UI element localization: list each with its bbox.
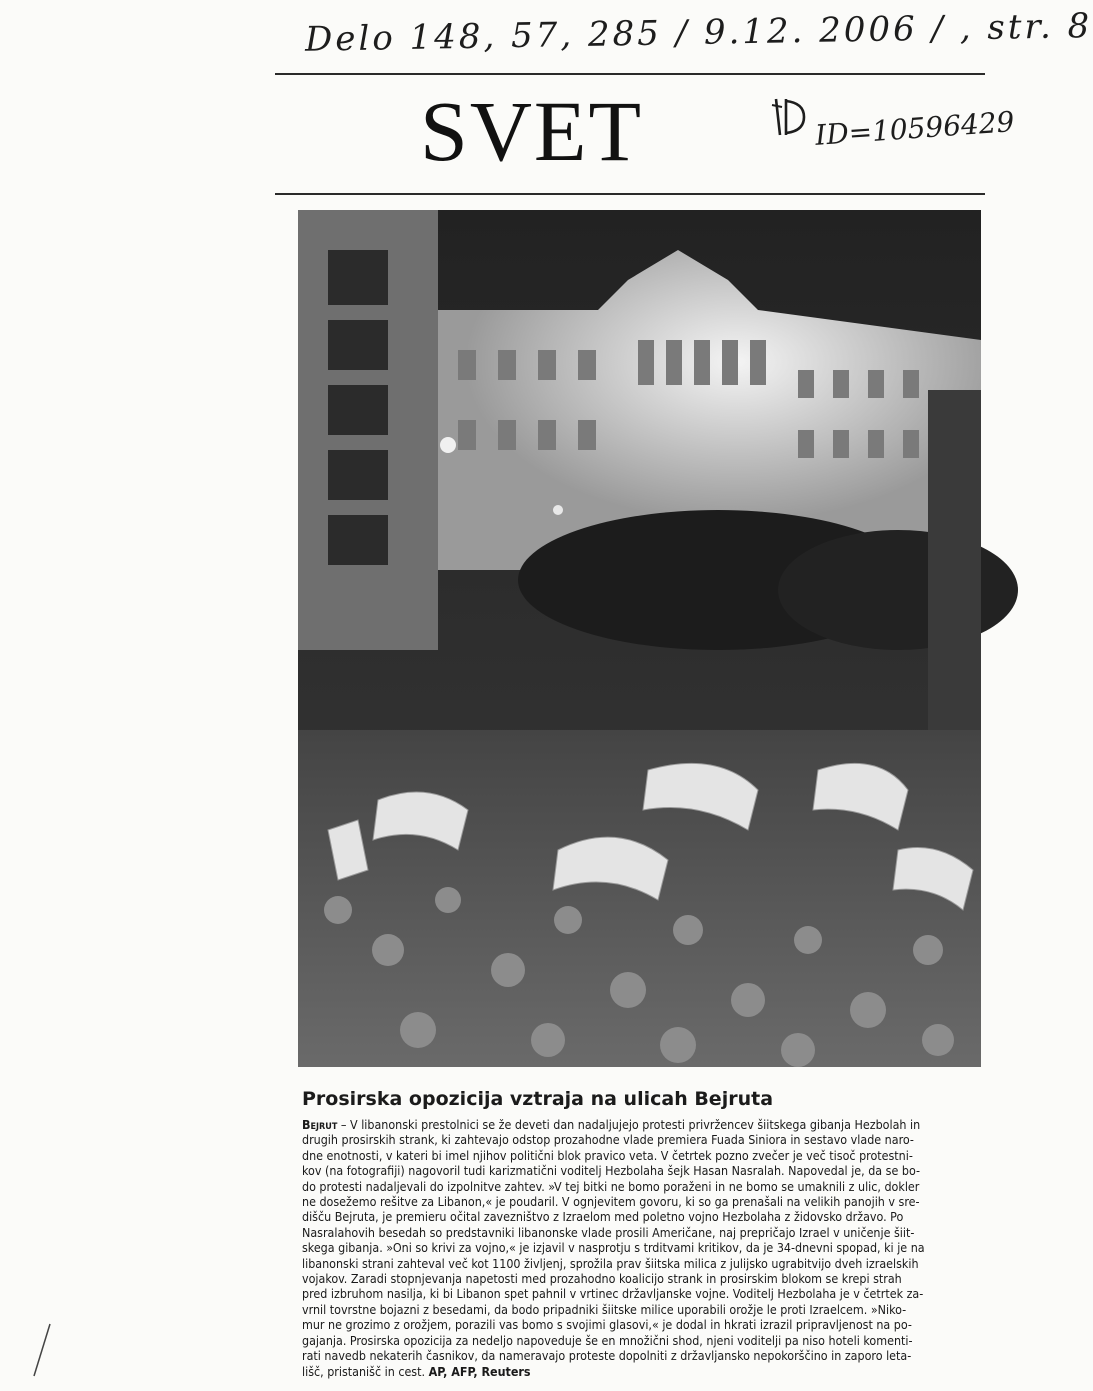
top-rule <box>275 73 985 75</box>
article-line: kov (na fotografiji) nagovoril tudi karizmatični voditelj Hezbolaha šejk Hasan Nasralah. Napovedal je, da se bo- <box>302 1163 921 1179</box>
photo-credit: AP, AFP, Reuters <box>428 1363 531 1379</box>
handwritten-citation: Delo 148, 57, 285 / 9.12. 2006 / , str. 8 <box>304 6 1093 60</box>
article-line: Bejrut – V libanonski prestolnici se že deveti dan nadaljujejo protesti privržencev šiitskega gibanja Hezbolah in <box>302 1117 921 1132</box>
article-headline: Prosirska opozicija vztraja na ulicah Bejruta <box>302 1088 774 1110</box>
logo-stamp-icon <box>770 95 814 139</box>
article-line: skega gibanja. »Oni so krivi za vojno,« je izjavil v nasprotju s trditvami kritikov, da je 34-dnevni spopad, ki je na <box>302 1240 925 1256</box>
article-line: do protesti nadaljevali do izpolnitve zahtev. »V tej bitki ne bomo poraženi in ne bomo se umaknili z ulic, dokler <box>302 1178 920 1194</box>
article-line: dne enotnosti, v kateri bi imel njihov politični blok pravico veta. V četrtek pozno zvečer je več tisoč protestni- <box>302 1147 913 1163</box>
bottom-rule <box>275 193 985 195</box>
pen-stroke-mark <box>28 1320 58 1380</box>
article-line: dišču Bejruta, je premieru očital zavezništvo z Izraelom med poletno vojno Hezbolaha z židovsko državo. Po <box>302 1209 904 1225</box>
article-line: gajanja. Prosirska opozicija za nedeljo napoveduje še en množični shod, njeni voditelji pa niso hoteli komenti- <box>302 1332 913 1348</box>
clip-id-note: ID=10596429 <box>814 105 1016 152</box>
dateline: Bejrut <box>302 1117 338 1132</box>
article-line: Nasralahovih besedah so predstavniki libanonske vlade prosili Američane, naj prepričajo Izrael v uničenje šiit- <box>302 1224 915 1240</box>
section-title: SVET <box>420 83 643 179</box>
article-line: vojakov. Zaradi stopnjevanja napetosti med prozahodno koalicijo strank in prosirskim blokom se krepi strah <box>302 1271 902 1287</box>
beirut-protest-photo <box>298 210 981 1067</box>
article-line: pred izbruhom nasilja, ki bi Libanon spet pahnil v vrtinec državljanske vojne. Voditelj Hezbolaha je v četrtek za- <box>302 1286 924 1302</box>
article-line: libanonski strani zahteval več kot 1100 življenj, sprožila prav šiitska milica z julijsko ugrabitvijo dveh izraelskih <box>302 1255 919 1271</box>
article-line: mur ne grozimo z orožjem, porazili vas bomo s svojimi glasovi,« je dodal in hkrati izrazil pripravljenost na po- <box>302 1317 912 1333</box>
article-line: vrnil tovrstne bojazni z besedami, da bodo pripadniki šiitske milice uporabili orožje le proti Izraelcem. »Niko- <box>302 1301 907 1317</box>
article-line: ne dosežemo rešitve za Libanon,« je poudaril. V ognjevitem govoru, ki so ga prenašali na velikih panojih v sre- <box>302 1194 920 1210</box>
article-line: rati navedb nekaterih časnikov, da nameravajo proteste dopolniti z državljansko nepokorščino in zaporo leta- <box>302 1348 912 1364</box>
article-body <box>302 1117 992 1379</box>
article-line: drugih prosirskih strank, ki zahtevajo odstop prozahodne vlade premiera Fuada Siniora in sestavo vlade naro- <box>302 1132 914 1148</box>
news-photo <box>298 210 981 1067</box>
article-line: lišč, pristanišč in cest. AP, AFP, Reuters <box>302 1363 531 1379</box>
